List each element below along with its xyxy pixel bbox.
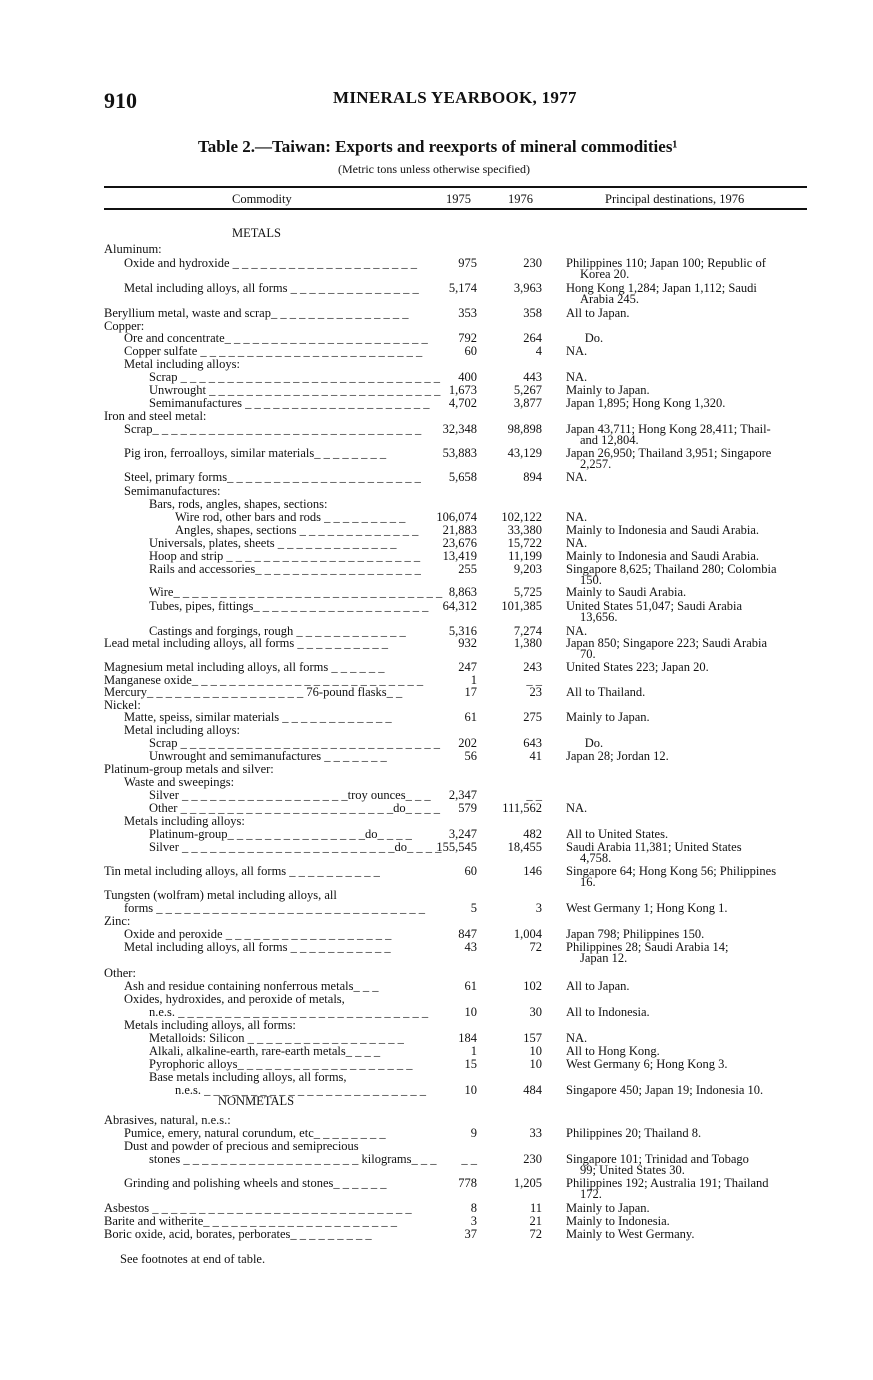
commodity-cell: Dust and powder of precious and semiprecious	[124, 1139, 359, 1153]
destination-cell: Philippines 110; Japan 100; Republic of	[566, 256, 766, 270]
commodity-cell: Metalloids: Silicon _ _ _ _ _ _ _ _ _ _ _ _ _ _ _ _ _	[149, 1031, 404, 1045]
commodity-cell: Scrap _ _ _ _ _ _ _ _ _ _ _ _ _ _ _ _ _ _ _ _ _ _ _ _ _ _ _ _	[149, 736, 440, 750]
value-1975-cell: 32,348	[442, 422, 477, 436]
destination-cell: All to United States.	[566, 827, 669, 841]
table-row	[0, 902, 873, 915]
value-1976-cell: 10	[529, 1044, 542, 1058]
destination-cell: Singapore 64; Hong Kong 56; Philippines	[566, 864, 777, 878]
value-1976-cell: 23	[529, 685, 542, 699]
value-1976-cell: 482	[523, 827, 542, 841]
value-1975-cell: 9	[470, 1126, 477, 1140]
value-1975-cell: 23,676	[442, 536, 477, 550]
value-1976-cell: 230	[523, 1152, 542, 1166]
value-1976-cell: 102,122	[501, 510, 542, 524]
value-1975-cell: 5,658	[448, 470, 477, 484]
destination-cell: Mainly to Japan.	[566, 1201, 650, 1215]
value-1975-cell: 10	[464, 1083, 477, 1097]
value-1976-cell: 4	[535, 344, 542, 358]
commodity-cell: Scrap_ _ _ _ _ _ _ _ _ _ _ _ _ _ _ _ _ _ _ _ _ _ _ _ _ _ _ _ _	[124, 422, 422, 436]
commodity-cell: Alkali, alkaline-earth, rare-earth metals_ _ _ _	[149, 1044, 381, 1058]
value-1975-cell: 17	[464, 685, 477, 699]
value-1976-cell: 894	[523, 470, 542, 484]
value-1975-cell: 400	[458, 370, 477, 384]
value-1975-cell: 8	[470, 1201, 477, 1215]
commodity-cell: Metal including alloys:	[124, 723, 240, 737]
table-row	[0, 384, 873, 397]
table-row	[0, 1058, 873, 1071]
commodity-cell: Other:	[104, 966, 136, 980]
destination-cell: Japan 798; Philippines 150.	[566, 927, 705, 941]
table-row	[0, 562, 873, 587]
commodity-cell: Iron and steel metal:	[104, 409, 207, 423]
value-1975-cell: 255	[458, 562, 477, 576]
value-1975-cell: 56	[464, 749, 477, 763]
table-row	[0, 243, 873, 256]
header-destinations: Principal destinations, 1976	[605, 192, 745, 206]
header-rule	[104, 208, 807, 210]
commodity-cell: n.e.s. _ _ _ _ _ _ _ _ _ _ _ _ _ _ _ _ _ _ _ _ _ _ _ _	[175, 1083, 427, 1097]
value-1976-cell: 243	[523, 660, 542, 674]
value-1975-cell: 13,419	[442, 549, 477, 563]
commodity-cell: Ore and concentrate_ _ _ _ _ _ _ _ _ _ _ _ _ _ _ _ _ _ _ _ _ _	[124, 331, 428, 345]
value-1976-cell: 1,380	[513, 636, 542, 650]
destination-cell: NA.	[566, 1031, 588, 1045]
commodity-cell: Manganese oxide_ _ _ _ _ _ _ _ _ _ _ _ _ _ _ _ _ _ _ _ _ _ _ _ _	[104, 673, 424, 687]
value-1975-cell: 4,702	[448, 396, 477, 410]
commodity-cell: Base metals including alloys, all forms,	[149, 1070, 347, 1084]
commodity-cell: Metal including alloys:	[124, 357, 240, 371]
commodity-cell: Tin metal including alloys, all forms _ _ _ _ _ _ _ _ _ _	[104, 864, 380, 878]
value-1975-cell: 10	[464, 1005, 477, 1019]
destination-cell: All to Japan.	[566, 306, 630, 320]
value-1975-cell: 778	[458, 1176, 477, 1190]
value-1976-cell: 7,274	[513, 624, 542, 638]
commodity-cell: Lead metal including alloys, all forms _ _ _ _ _ _ _ _ _ _	[104, 636, 388, 650]
value-1976-cell: 98,898	[507, 422, 542, 436]
table-row	[0, 446, 873, 471]
value-1975-cell: 579	[458, 801, 477, 815]
table-row	[0, 586, 873, 599]
commodity-cell: Pumice, emery, natural corundum, etc_ _ _ _ _ _ _ _	[124, 1126, 386, 1140]
destination-cell: Philippines 192; Australia 191; Thailand	[566, 1176, 769, 1190]
destination-cell: NA.	[566, 801, 588, 815]
value-1975-cell: 61	[464, 710, 477, 724]
table-row	[0, 1228, 873, 1241]
commodity-cell: Tubes, pipes, fittings_ _ _ _ _ _ _ _ _ _ _ _ _ _ _ _ _ _ _	[149, 599, 429, 613]
table-row	[0, 737, 873, 750]
value-1975-cell: 61	[464, 979, 477, 993]
commodity-cell: Pyrophoric alloys_ _ _ _ _ _ _ _ _ _ _ _ _ _ _ _ _ _ _	[149, 1057, 413, 1071]
commodity-cell: stones _ _ _ _ _ _ _ _ _ _ _ _ _ _ _ _ _ _ _ kilograms_ _ _	[149, 1152, 437, 1166]
commodity-cell: Metal including alloys, all forms _ _ _ _ _ _ _ _ _ _ _ _ _ _	[124, 281, 419, 295]
commodity-cell: Bars, rods, angles, shapes, sections:	[149, 497, 328, 511]
value-1976-cell: 15,722	[507, 536, 542, 550]
value-1976-cell: 11	[529, 1201, 542, 1215]
commodity-cell: Beryllium metal, waste and scrap_ _ _ _ _ _ _ _ _ _ _ _ _ _ _	[104, 306, 409, 320]
value-1976-cell: 21	[529, 1214, 542, 1228]
destination-cell: United States 223; Japan 20.	[566, 660, 709, 674]
value-1975-cell: 975	[458, 256, 477, 270]
table-row	[0, 776, 873, 789]
commodity-cell: Steel, primary forms_ _ _ _ _ _ _ _ _ _ _ _ _ _ _ _ _ _ _ _ _	[124, 470, 421, 484]
commodity-cell: Asbestos _ _ _ _ _ _ _ _ _ _ _ _ _ _ _ _ _ _ _ _ _ _ _ _ _ _ _ _	[104, 1201, 412, 1215]
commodity-cell: Grinding and polishing wheels and stones_ _ _ _ _ _	[124, 1176, 387, 1190]
value-1976-cell: 33,380	[507, 523, 542, 537]
value-1976-cell: 3	[535, 901, 542, 915]
value-1975-cell: 5,316	[448, 624, 477, 638]
destination-cell: NA.	[566, 510, 588, 524]
commodity-cell: Castings and forgings, rough _ _ _ _ _ _ _ _ _ _ _ _	[149, 624, 406, 638]
commodity-cell: Unwrought _ _ _ _ _ _ _ _ _ _ _ _ _ _ _ _ _ _ _ _ _ _ _ _ _	[149, 383, 441, 397]
commodity-cell: Oxide and hydroxide _ _ _ _ _ _ _ _ _ _ _ _ _ _ _ _ _ _ _ _	[124, 256, 418, 270]
destination-cell: NA.	[566, 344, 588, 358]
destination-cell: Singapore 8,625; Thailand 280; Colombia	[566, 562, 777, 576]
destination-cell: Philippines 28; Saudi Arabia 14;	[566, 940, 729, 954]
commodity-cell: Magnesium metal including alloys, all forms _ _ _ _ _ _	[104, 660, 385, 674]
value-1975-cell: 1,673	[448, 383, 477, 397]
value-1976-cell: 11,199	[508, 549, 542, 563]
destination-cell: Do.	[566, 331, 604, 345]
commodity-cell: Oxide and peroxide _ _ _ _ _ _ _ _ _ _ _ _ _ _ _ _ _ _	[124, 927, 392, 941]
value-1975-cell: 1	[470, 1044, 477, 1058]
value-1976-cell: 111,562	[502, 801, 542, 815]
value-1976-cell: 264	[523, 331, 542, 345]
destination-cell: West Germany 6; Hong Kong 3.	[566, 1057, 728, 1071]
destination-cell: 172.	[580, 1187, 602, 1201]
value-1976-cell: 1,205	[513, 1176, 542, 1190]
commodity-cell: Silver _ _ _ _ _ _ _ _ _ _ _ _ _ _ _ _ _ _ _ _ _ _ _do_ _ _ _	[149, 840, 442, 854]
value-1976-cell: 30	[529, 1005, 542, 1019]
destination-cell: Japan 850; Singapore 223; Saudi Arabia	[566, 636, 768, 650]
value-1976-cell: _ _	[526, 788, 542, 802]
destination-cell: 99; United States 30.	[580, 1163, 685, 1177]
value-1976-cell: 33	[529, 1126, 542, 1140]
destination-cell: Mainly to Japan.	[566, 710, 650, 724]
value-1976-cell: 358	[523, 306, 542, 320]
commodity-cell: Ash and residue containing nonferrous metals_ _ _	[124, 979, 379, 993]
value-1976-cell: 3,963	[513, 281, 542, 295]
value-1976-cell: 43,129	[507, 446, 542, 460]
value-1976-cell: 5,725	[513, 585, 542, 599]
destination-cell: Saudi Arabia 11,381; United States	[566, 840, 742, 854]
table-row	[0, 636, 873, 661]
commodity-cell: Tungsten (wolfram) metal including alloys, all	[104, 888, 337, 902]
table-title: Table 2.—Taiwan: Exports and reexports of mineral commodities¹	[198, 137, 678, 156]
commodity-cell: Silver _ _ _ _ _ _ _ _ _ _ _ _ _ _ _ _ _ _troy ounces_ _ _	[149, 788, 431, 802]
destination-cell: Japan 1,895; Hong Kong 1,320.	[566, 396, 726, 410]
destination-cell: Mainly to Indonesia and Saudi Arabia.	[566, 523, 760, 537]
value-1976-cell: 146	[523, 864, 542, 878]
commodity-cell: Metals including alloys, all forms:	[124, 1018, 296, 1032]
value-1976-cell: 9,203	[513, 562, 542, 576]
destination-cell: Mainly to Japan.	[566, 383, 650, 397]
table-row	[0, 1019, 873, 1032]
value-1975-cell: 21,883	[442, 523, 477, 537]
table-row	[0, 281, 873, 306]
commodity-cell: Copper sulfate _ _ _ _ _ _ _ _ _ _ _ _ _ _ _ _ _ _ _ _ _ _ _ _	[124, 344, 423, 358]
commodity-cell: n.e.s. _ _ _ _ _ _ _ _ _ _ _ _ _ _ _ _ _ _ _ _ _ _ _ _ _ _ _	[149, 1005, 429, 1019]
table-row	[0, 1176, 873, 1201]
value-1975-cell: 3,247	[448, 827, 477, 841]
value-1976-cell: 18,455	[507, 840, 542, 854]
destination-cell: 16.	[580, 875, 596, 889]
value-1976-cell: 5,267	[513, 383, 542, 397]
commodity-cell: Hoop and strip _ _ _ _ _ _ _ _ _ _ _ _ _ _ _ _ _ _ _ _ _	[149, 549, 421, 563]
header-commodity: Commodity	[232, 192, 292, 206]
value-1975-cell: 155,545	[436, 840, 477, 854]
commodity-cell: Unwrought and semimanufactures _ _ _ _ _ _ _	[149, 749, 387, 763]
destination-cell: 4,758.	[580, 851, 612, 865]
destination-cell: All to Indonesia.	[566, 1005, 650, 1019]
table-row	[0, 993, 873, 1006]
destination-cell: NA.	[566, 536, 588, 550]
value-1975-cell: 37	[464, 1227, 477, 1241]
commodity-cell: Platinum-group_ _ _ _ _ _ _ _ _ _ _ _ _ _ _do_ _ _ _	[149, 827, 412, 841]
value-1975-cell: 2,347	[448, 788, 477, 802]
commodity-cell: Boric oxide, acid, borates, perborates_ _ _ _ _ _ _ _ _	[104, 1227, 372, 1241]
destination-cell: West Germany 1; Hong Kong 1.	[566, 901, 728, 915]
commodity-cell: Universals, plates, sheets _ _ _ _ _ _ _ _ _ _ _ _ _	[149, 536, 397, 550]
destination-cell: Singapore 450; Japan 19; Indonesia 10.	[566, 1083, 764, 1097]
value-1975-cell: 5	[470, 901, 477, 915]
destination-cell: Japan 12.	[580, 951, 628, 965]
value-1975-cell: 3	[470, 1214, 477, 1228]
destination-cell: Do.	[566, 736, 604, 750]
top-rule	[104, 186, 807, 188]
commodity-cell: Pig iron, ferroalloys, similar materials_ _ _ _ _ _ _ _	[124, 446, 387, 460]
footnote: See footnotes at end of table.	[120, 1252, 266, 1266]
value-1976-cell: 3,877	[513, 396, 542, 410]
value-1976-cell: 1,004	[513, 927, 542, 941]
destination-cell: Mainly to Saudi Arabia.	[566, 585, 687, 599]
destination-cell: Mainly to Indonesia.	[566, 1214, 670, 1228]
commodity-cell: Matte, speiss, similar materials _ _ _ _ _ _ _ _ _ _ _ _	[124, 710, 392, 724]
value-1976-cell: 72	[529, 940, 542, 954]
destination-cell: Japan 43,711; Hong Kong 28,411; Thail-	[566, 422, 771, 436]
running-head: MINERALS YEARBOOK, 1977	[333, 88, 577, 107]
value-1976-cell: 443	[523, 370, 542, 384]
value-1975-cell: 60	[464, 864, 477, 878]
section-nonmetals: NONMETALS	[218, 1094, 295, 1108]
destination-cell: Singapore 101; Trinidad and Tobago	[566, 1152, 749, 1166]
commodity-cell: Semimanufactures:	[124, 484, 221, 498]
commodity-cell: Other _ _ _ _ _ _ _ _ _ _ _ _ _ _ _ _ _ _ _ _ _ _ _do_ _ _ _	[149, 801, 440, 815]
value-1975-cell: _ _	[461, 1152, 477, 1166]
destination-cell: Japan 28; Jordan 12.	[566, 749, 669, 763]
value-1975-cell: 247	[458, 660, 477, 674]
destination-cell: Korea 20.	[580, 267, 630, 281]
table-row	[0, 471, 873, 484]
value-1976-cell: 157	[523, 1031, 542, 1045]
table-row	[0, 256, 873, 281]
destination-cell: United States 51,047; Saudi Arabia	[566, 599, 743, 613]
table-row	[0, 1084, 873, 1097]
commodity-cell: Angles, shapes, sections _ _ _ _ _ _ _ _ _ _ _ _ _	[175, 523, 419, 537]
table-row	[0, 524, 873, 537]
commodity-cell: Copper:	[104, 319, 145, 333]
destination-cell: All to Japan.	[566, 979, 630, 993]
table-row	[0, 864, 873, 889]
commodity-cell: Rails and accessories_ _ _ _ _ _ _ _ _ _ _ _ _ _ _ _ _ _	[149, 562, 421, 576]
value-1976-cell: 101,385	[501, 599, 542, 613]
commodity-cell: Nickel:	[104, 698, 141, 712]
destination-cell: Mainly to West Germany.	[566, 1227, 695, 1241]
commodity-cell: Platinum-group metals and silver:	[104, 762, 274, 776]
value-1975-cell: 15	[464, 1057, 477, 1071]
commodity-cell: forms _ _ _ _ _ _ _ _ _ _ _ _ _ _ _ _ _ _ _ _ _ _ _ _ _ _ _ _ _	[124, 901, 426, 915]
value-1976-cell: 643	[523, 736, 542, 750]
commodity-cell: Zinc:	[104, 914, 131, 928]
page-number: 910	[104, 88, 137, 113]
value-1975-cell: 847	[458, 927, 477, 941]
commodity-cell: Abrasives, natural, n.e.s.:	[104, 1113, 231, 1127]
commodity-cell: Mercury_ _ _ _ _ _ _ _ _ _ _ _ _ _ _ _ _ 76-pound flasks_ _	[104, 685, 403, 699]
table-row	[0, 815, 873, 828]
commodity-cell: Semimanufactures _ _ _ _ _ _ _ _ _ _ _ _ _ _ _ _ _ _ _ _	[149, 396, 430, 410]
destination-cell: 2,257.	[580, 457, 612, 471]
commodity-cell: Wire_ _ _ _ _ _ _ _ _ _ _ _ _ _ _ _ _ _ _ _ _ _ _ _ _ _ _ _ _	[149, 585, 443, 599]
commodity-cell: Scrap _ _ _ _ _ _ _ _ _ _ _ _ _ _ _ _ _ _ _ _ _ _ _ _ _ _ _ _	[149, 370, 440, 384]
destination-cell: All to Hong Kong.	[566, 1044, 660, 1058]
value-1975-cell: 792	[458, 331, 477, 345]
commodity-cell: Metals including alloys:	[124, 814, 245, 828]
value-1976-cell: 102	[523, 979, 542, 993]
destination-cell: NA.	[566, 624, 588, 638]
destination-cell: 70.	[580, 647, 596, 661]
table-row	[0, 599, 873, 624]
value-1975-cell: 106,074	[436, 510, 477, 524]
table-row	[0, 485, 873, 498]
table-row	[0, 840, 873, 865]
value-1975-cell: 1	[470, 673, 477, 687]
value-1976-cell: _ _	[526, 673, 542, 687]
destination-cell: All to Thailand.	[566, 685, 646, 699]
table-row	[0, 1152, 873, 1177]
value-1975-cell: 43	[464, 940, 477, 954]
value-1975-cell: 8,863	[448, 585, 477, 599]
destination-cell: NA.	[566, 470, 588, 484]
value-1976-cell: 230	[523, 256, 542, 270]
table-row	[0, 1045, 873, 1058]
value-1975-cell: 353	[458, 306, 477, 320]
destination-cell: Japan 26,950; Thailand 3,951; Singapore	[566, 446, 772, 460]
destination-cell: NA.	[566, 370, 588, 384]
table-subtitle: (Metric tons unless otherwise specified)	[338, 162, 530, 176]
value-1976-cell: 484	[523, 1083, 542, 1097]
destination-cell: Hong Kong 1,284; Japan 1,112; Saudi	[566, 281, 757, 295]
value-1976-cell: 41	[529, 749, 542, 763]
value-1975-cell: 932	[458, 636, 477, 650]
table-row	[0, 422, 873, 447]
header-1975: 1975	[446, 192, 471, 206]
destination-cell: 13,656.	[580, 610, 618, 624]
section-metals: METALS	[232, 226, 281, 240]
destination-cell: Mainly to Indonesia and Saudi Arabia.	[566, 549, 760, 563]
table-row	[0, 940, 873, 965]
value-1975-cell: 5,174	[448, 281, 477, 295]
value-1976-cell: 72	[529, 1227, 542, 1241]
value-1975-cell: 202	[458, 736, 477, 750]
table-row	[0, 1032, 873, 1045]
destination-cell: and 12,804.	[580, 433, 639, 447]
commodity-cell: Metal including alloys, all forms _ _ _ _ _ _ _ _ _ _ _	[124, 940, 391, 954]
commodity-cell: Oxides, hydroxides, and peroxide of metals,	[124, 992, 345, 1006]
value-1975-cell: 60	[464, 344, 477, 358]
commodity-cell: Waste and sweepings:	[124, 775, 235, 789]
value-1975-cell: 64,312	[442, 599, 477, 613]
destination-cell: Philippines 20; Thailand 8.	[566, 1126, 702, 1140]
destination-cell: Arabia 245.	[580, 292, 640, 306]
header-1976: 1976	[508, 192, 533, 206]
destination-cell: 150.	[580, 573, 602, 587]
value-1975-cell: 184	[458, 1031, 477, 1045]
value-1975-cell: 53,883	[442, 446, 477, 460]
value-1976-cell: 275	[523, 710, 542, 724]
commodity-cell: Aluminum:	[104, 242, 162, 256]
value-1976-cell: 10	[529, 1057, 542, 1071]
commodity-cell: Wire rod, other bars and rods _ _ _ _ _ _ _ _ _	[175, 510, 406, 524]
commodity-cell: Barite and witherite_ _ _ _ _ _ _ _ _ _ _ _ _ _ _ _ _ _ _ _ _	[104, 1214, 398, 1228]
